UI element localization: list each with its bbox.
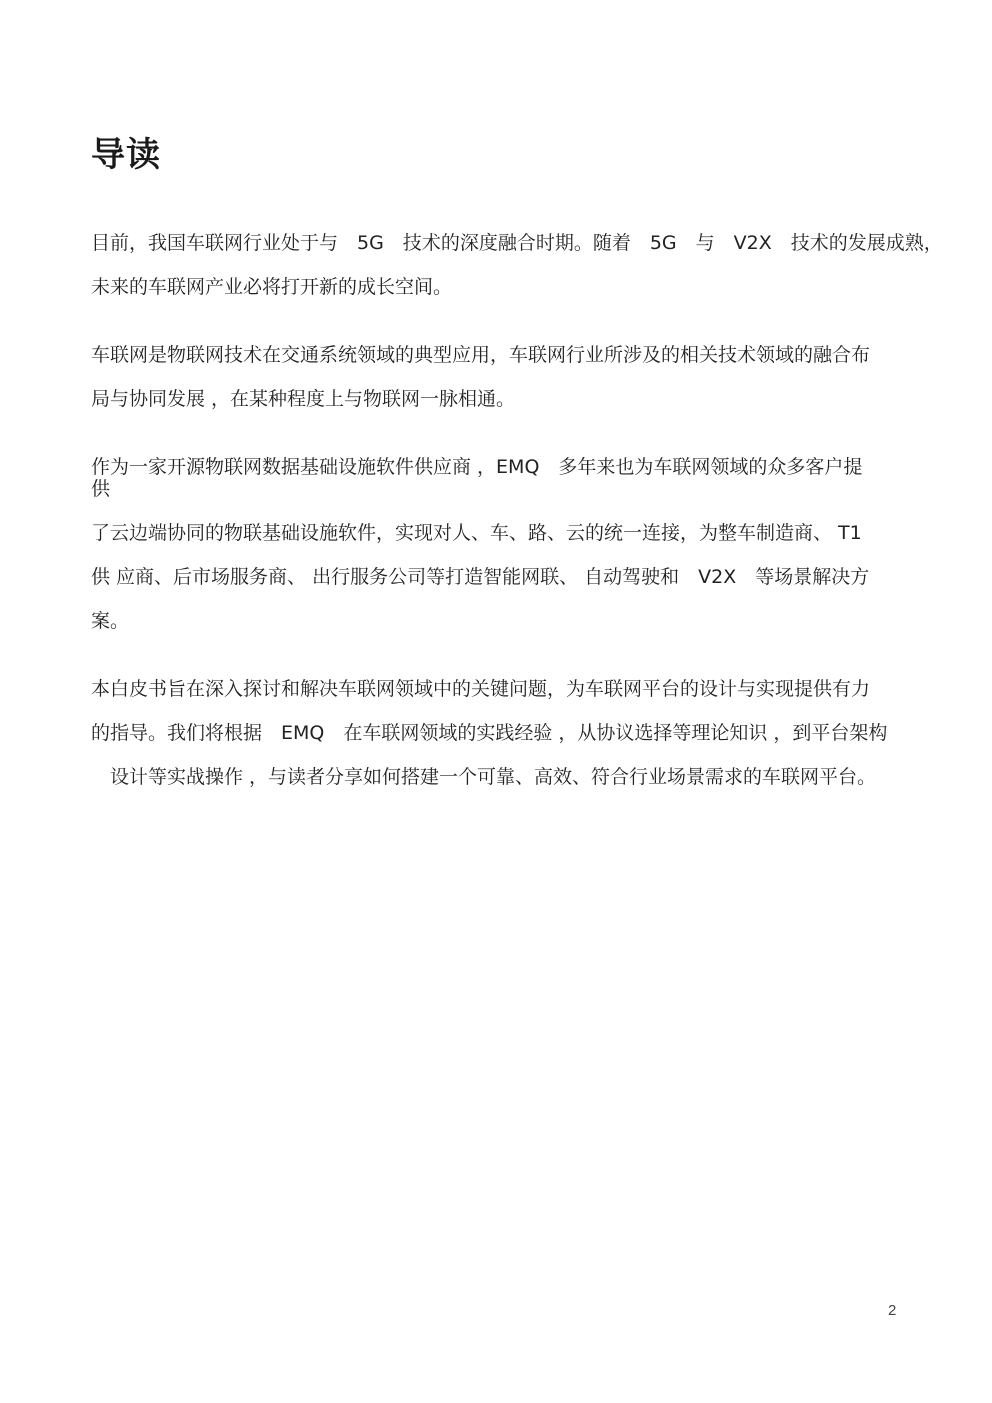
paragraph-line: 的指导。我们将根据 EMQ 在车联网领域的实践经验 ，从协议选择等理论知识 ，到平台架构 [91,722,888,744]
paragraph-line: 供 应商、后市场服务商、 出行服务公司等打造智能网联、 自动驾驶和 V2X 等场景解决方 [91,566,870,588]
paragraph-line: 目前，我国车联网行业处于与 5G 技术的深度融合时期。随着 5G 与 V2X 技术的发展成熟， [91,232,943,254]
page-title: 导读 [91,135,161,175]
paragraph-line: 作为一家开源物联网数据基础设施软件供应商 ，EMQ 多年来也为车联网领域的众多客户提 [91,456,863,478]
paragraph-line: 了云边端协同的物联基础设施软件，实现对人、车、路、云的统一连接，为整车制造商、 T1 [91,522,862,544]
paragraph-line: 车联网是物联网技术在交通系统领域的典型应用，车联网行业所涉及的相关技术领域的融合布 [91,344,871,366]
paragraph-line: 供 [91,478,111,500]
paragraph-line: 局与协同发展 ，在某种程度上与物联网一脉相通。 [91,388,516,410]
paragraph-line: 本白皮书旨在深入探讨和解决车联网领域中的关键问题，为车联网平台的设计与实现提供有力 [91,678,871,700]
paragraph-line: 案。 [91,610,130,632]
page-number: 2 [888,1302,897,1319]
paragraph-line: 未来的车联网产业必将打开新的成长空间。 [91,276,453,298]
paragraph-line: 设计等实战操作 ，与读者分享如何搭建一个可靠、高效、符合行业场景需求的车联网平台。 [91,766,877,788]
